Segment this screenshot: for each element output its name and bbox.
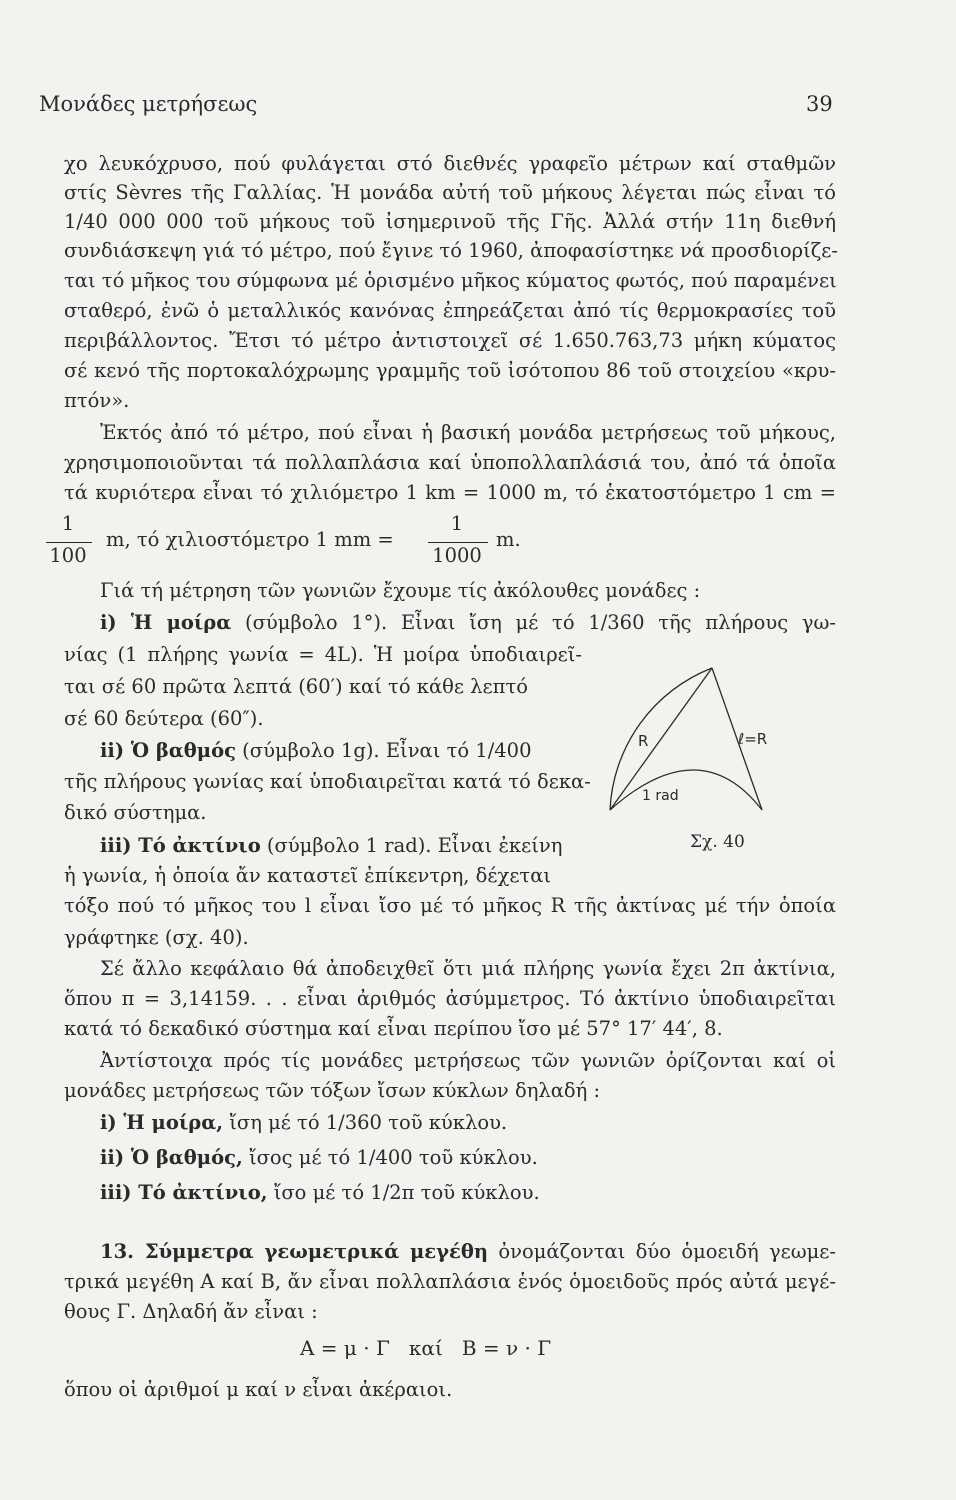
text-line: Ἐκτός ἀπό τό μέτρο, πού εἶναι ἡ βασική μονάδα μετρήσεως τοῦ μήκους,	[100, 421, 836, 444]
moira-line-1	[100, 609, 836, 637]
arc-unit-label: ii) Ὁ βαθμός,	[100, 1146, 243, 1169]
aktinio-line-1	[100, 832, 570, 860]
text-line: σέ κενό τῆς πορτοκαλόχρωμης γραμμῆς τοῦ ἰσότοπου 86 τοῦ στοιχείου «κρυ-	[64, 359, 836, 382]
moira-label: i) Ἡ μοίρα	[100, 611, 232, 634]
equation: Α = μ · Γ καί Β = ν · Γ	[300, 1336, 552, 1360]
text-line: τά κυριότερα εἶναι τό χιλιόμετρο 1 km = 1000 m, τό ἑκατοστόμετρο 1 cm =	[64, 481, 836, 504]
radian-figure	[590, 660, 810, 830]
fraction-denominator: 1000	[432, 544, 482, 567]
arc-length-label: ℓ=R	[738, 730, 768, 748]
arc-unit-line	[100, 1144, 836, 1172]
vathmos-label: ii) Ὁ βαθμός	[100, 739, 236, 762]
text-line: σέ 60 δεύτερα (60″).	[64, 707, 264, 730]
text-line: κατά τό δεκαδικό σύστημα καί εἶναι περίπου ἴσο μέ 57° 17′ 44′, 8.	[64, 1017, 723, 1040]
arc-line	[610, 770, 762, 810]
fraction-text-end: m.	[496, 528, 521, 551]
fraction-text: m, τό χιλιοστόμετρο 1 mm =	[106, 528, 394, 551]
arc-unit-text: ἴσος μέ τό 1/400 τοῦ κύκλου.	[248, 1146, 538, 1169]
aktinio-text: (σύμβολο 1 rad). Εἶναι ἐκείνη	[266, 834, 563, 857]
section-13-text: ὀνομάζονται δύο ὁμοειδή γεωμε-	[498, 1240, 836, 1263]
text-line: θους Γ. Δηλαδή ἄν εἶναι :	[64, 1300, 318, 1323]
text-line: Σέ ἄλλο κεφάλαιο θά ἀποδειχθεῖ ὅτι μιά πλήρης γωνία ἔχει 2π ἀκτίνια,	[100, 957, 836, 980]
text-line: τρικά μεγέθη Α καί Β, ἄν εἶναι πολλαπλάσια ἑνός ὁμοειδοῦς πρός αὐτά μεγέ-	[64, 1270, 836, 1293]
section-13-heading: 13. Σύμμετρα γεωμετρικά μεγέθη	[100, 1240, 489, 1263]
page-number: 39	[806, 92, 833, 116]
text-line: στίς Sèvres τῆς Γαλλίας. Ἡ μονάδα αὐτή τοῦ μήκους λέγεται πώς εἶναι τό	[64, 181, 836, 204]
fraction-denominator: 100	[49, 544, 87, 567]
text-line: 1/40 000 000 τοῦ μήκους τοῦ ἰσημερινοῦ τῆς Γῆς. Ἀλλά στήν 11η διεθνή	[64, 210, 836, 233]
text-line: τόξο πού τό μῆκος του l εἶναι ἴσο μέ τό μῆκος R τῆς ἀκτίνας μέ τήν ὁποία	[64, 894, 836, 917]
text-line: μονάδες μετρήσεως τῶν τόξων ἴσων κύκλων δηλαδή :	[64, 1079, 601, 1102]
text-line: τῆς πλήρους γωνίας καί ὑποδιαιρεῖται κατά τό δεκα-	[64, 770, 591, 793]
text-line: ται τό μῆκος του σύμφωνα μέ ὁρισμένο μῆκος κύματος φωτός, πού παραμένει	[64, 269, 837, 292]
text-line: Ἀντίστοιχα πρός τίς μονάδες μετρήσεως τῶν γωνιῶν ὁρίζονται καί οἱ	[100, 1049, 836, 1072]
arc-unit-line	[100, 1109, 836, 1137]
angle-label: 1 rad	[642, 788, 679, 804]
radius-label: R	[638, 732, 649, 750]
text-line: δικό σύστημα.	[64, 801, 207, 824]
figure-caption: Σχ. 40	[690, 832, 745, 852]
text-line: πτόν».	[64, 389, 130, 412]
text-line: νίας (1 πλήρης γωνία = 4L). Ἡ μοίρα ὑποδιαιρεῖ-	[64, 643, 582, 666]
text-line: περιβάλλοντος. Ἔτσι τό μέτρο ἀντιστοιχεῖ σέ 1.650.763,73 μήκη κύματος	[64, 329, 836, 352]
moira-text: (σύμβολο 1°). Εἶναι ἴση μέ τό 1/360 τῆς πλήρους γω-	[245, 611, 836, 634]
text-line: ται σέ 60 πρῶτα λεπτά (60′) καί τό κάθε λεπτό	[64, 675, 528, 698]
text-line: Γιά τή μέτρηση τῶν γωνιῶν ἔχουμε τίς ἀκόλουθες μονάδες :	[100, 579, 701, 602]
fraction-numerator: 1	[61, 512, 75, 535]
vathmos-line-1	[100, 737, 580, 765]
text-line: ὅπου οἱ ἀριθμοί μ καί ν εἶναι ἀκέραιοι.	[64, 1378, 453, 1401]
arc-unit-text: ἴση μέ τό 1/360 τοῦ κύκλου.	[229, 1111, 508, 1134]
vathmos-text: (σύμβολο 1g). Εἶναι τό 1/400	[242, 739, 532, 762]
text-line: σταθερό, ἐνῶ ὁ μεταλλικός κανόνας ἐπηρεάζεται ἀπό τίς θερμοκρασίες τοῦ	[64, 299, 836, 322]
fraction-bar	[428, 542, 488, 543]
text-line: χο λευκόχρυσο, πού φυλάγεται στό διεθνές γραφεῖο μέτρων καί σταθμῶν	[64, 152, 836, 175]
section-13-line-1	[100, 1238, 836, 1266]
arc-unit-line	[100, 1179, 836, 1207]
text-line: χρησιμοποιοῦνται τά πολλαπλάσια καί ὑποπολλαπλάσιά του, ἀπό τά ὁποῖα	[64, 451, 836, 474]
running-header-title: Μονάδες μετρήσεως	[39, 92, 258, 116]
aktinio-label: iii) Τό ἀκτίνιο	[100, 834, 261, 857]
text-line: ὅπου π = 3,14159. . . εἶναι ἀριθμός ἀσύμμετρος. Τό ἀκτίνιο ὑποδιαιρεῖται	[64, 987, 836, 1010]
text-line: γράφτηκε (σχ. 40).	[64, 926, 249, 949]
text-line: συνδιάσκεψη γιά τό μέτρο, πού ἔγινε τό 1960, ἀποφασίστηκε νά προσδιορίζε-	[64, 239, 839, 262]
arc-unit-label: iii) Τό ἀκτίνιο,	[100, 1181, 268, 1204]
text-line: ἡ γωνία, ἡ ὁποία ἄν καταστεῖ ἐπίκεντρη, δέχεται	[64, 864, 552, 887]
fraction-numerator: 1	[450, 512, 464, 535]
fraction-bar	[46, 542, 92, 543]
arc-unit-label: i) Ἡ μοίρα,	[100, 1111, 224, 1134]
arc-unit-text: ἴσο μέ τό 1/2π τοῦ κύκλου.	[273, 1181, 540, 1204]
